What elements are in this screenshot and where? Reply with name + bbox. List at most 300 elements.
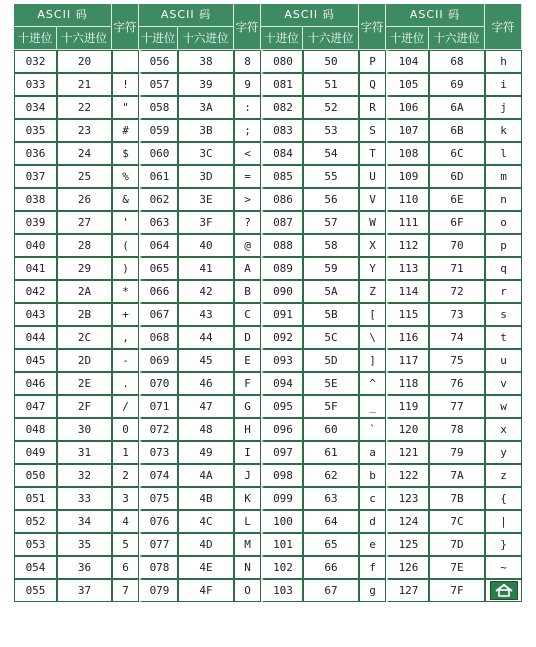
- decimal-cell: 035: [14, 119, 57, 142]
- hex-cell: 5C: [303, 326, 359, 349]
- char-cell: /: [112, 395, 139, 418]
- hex-cell: 68: [429, 50, 485, 73]
- hex-cell: 47: [178, 395, 234, 418]
- decimal-cell: 111: [386, 211, 429, 234]
- char-cell: d: [359, 510, 386, 533]
- hex-cell: 2C: [57, 326, 112, 349]
- table-row: [14, 119, 522, 142]
- char-cell: !: [112, 73, 139, 96]
- table-row: [14, 257, 522, 280]
- decimal-cell: 079: [139, 579, 178, 602]
- char-cell: *: [112, 280, 139, 303]
- decimal-column-header-3: 十进位: [261, 27, 303, 50]
- hex-cell: 76: [429, 372, 485, 395]
- char-cell: 7: [112, 579, 139, 602]
- decimal-cell: 072: [139, 418, 178, 441]
- char-cell: |: [485, 510, 522, 533]
- decimal-cell: 095: [261, 395, 303, 418]
- hex-cell: 2A: [57, 280, 112, 303]
- char-cell: r: [485, 280, 522, 303]
- decimal-cell: 125: [386, 533, 429, 556]
- decimal-cell: 050: [14, 464, 57, 487]
- ascii-group-header-2: ASCII 码: [139, 4, 234, 27]
- char-cell: C: [234, 303, 261, 326]
- table-row: [14, 487, 522, 510]
- char-cell: ): [112, 257, 139, 280]
- hex-cell: 6B: [429, 119, 485, 142]
- decimal-cell: 126: [386, 556, 429, 579]
- char-cell: n: [485, 188, 522, 211]
- decimal-cell: 054: [14, 556, 57, 579]
- hex-cell: 3A: [178, 96, 234, 119]
- char-cell: {: [485, 487, 522, 510]
- char-cell: p: [485, 234, 522, 257]
- decimal-cell: 127: [386, 579, 429, 602]
- table-body: [14, 50, 522, 602]
- char-cell: Y: [359, 257, 386, 280]
- char-cell: j: [485, 96, 522, 119]
- hex-cell: 58: [303, 234, 359, 257]
- table-row: [14, 280, 522, 303]
- decimal-cell: 085: [261, 165, 303, 188]
- hex-cell: 5D: [303, 349, 359, 372]
- decimal-cell: 102: [261, 556, 303, 579]
- decimal-cell: 062: [139, 188, 178, 211]
- char-cell: q: [485, 257, 522, 280]
- hex-cell: 26: [57, 188, 112, 211]
- table-row: [14, 142, 522, 165]
- hex-cell: 4A: [178, 464, 234, 487]
- char-cell: I: [234, 441, 261, 464]
- decimal-cell: 084: [261, 142, 303, 165]
- table-row: [14, 303, 522, 326]
- char-cell: 4: [112, 510, 139, 533]
- char-cell: O: [234, 579, 261, 602]
- decimal-cell: 116: [386, 326, 429, 349]
- char-cell: x: [485, 418, 522, 441]
- hex-cell: 71: [429, 257, 485, 280]
- decimal-column-header-2: 十进位: [139, 27, 178, 50]
- hex-cell: 59: [303, 257, 359, 280]
- char-cell: M: [234, 533, 261, 556]
- decimal-cell: 086: [261, 188, 303, 211]
- table-row: [14, 372, 522, 395]
- char-cell: >: [234, 188, 261, 211]
- decimal-cell: 077: [139, 533, 178, 556]
- decimal-cell: 063: [139, 211, 178, 234]
- char-column-header-2: 字符: [234, 4, 261, 50]
- hex-cell: 4E: [178, 556, 234, 579]
- decimal-cell: 122: [386, 464, 429, 487]
- char-cell: Z: [359, 280, 386, 303]
- decimal-cell: 112: [386, 234, 429, 257]
- decimal-cell: 124: [386, 510, 429, 533]
- decimal-cell: 052: [14, 510, 57, 533]
- decimal-cell: 036: [14, 142, 57, 165]
- hex-cell: 29: [57, 257, 112, 280]
- hex-cell: 4B: [178, 487, 234, 510]
- hex-cell: 42: [178, 280, 234, 303]
- hex-cell: 48: [178, 418, 234, 441]
- char-cell: o: [485, 211, 522, 234]
- hex-cell: 70: [429, 234, 485, 257]
- char-cell: _: [359, 395, 386, 418]
- decimal-cell: 069: [139, 349, 178, 372]
- decimal-cell: 056: [139, 50, 178, 73]
- hex-cell: 6F: [429, 211, 485, 234]
- decimal-cell: 080: [261, 50, 303, 73]
- hex-cell: 7C: [429, 510, 485, 533]
- char-cell: .: [112, 372, 139, 395]
- char-cell: ?: [234, 211, 261, 234]
- decimal-cell: 051: [14, 487, 57, 510]
- char-cell: +: [112, 303, 139, 326]
- char-cell: @: [234, 234, 261, 257]
- char-cell: s: [485, 303, 522, 326]
- decimal-cell: 047: [14, 395, 57, 418]
- hex-cell: 37: [57, 579, 112, 602]
- hex-cell: 34: [57, 510, 112, 533]
- decimal-cell: 076: [139, 510, 178, 533]
- table-row: [14, 441, 522, 464]
- hex-column-header-4: 十六进位: [429, 27, 485, 50]
- hex-cell: 3C: [178, 142, 234, 165]
- decimal-cell: 043: [14, 303, 57, 326]
- hex-cell: 22: [57, 96, 112, 119]
- char-cell: %: [112, 165, 139, 188]
- char-cell: Q: [359, 73, 386, 96]
- hex-cell: 6D: [429, 165, 485, 188]
- char-cell: X: [359, 234, 386, 257]
- char-cell: J: [234, 464, 261, 487]
- decimal-cell: 034: [14, 96, 57, 119]
- decimal-cell: 087: [261, 211, 303, 234]
- char-cell: ~: [485, 556, 522, 579]
- hex-cell: 7F: [429, 579, 485, 602]
- char-cell: ': [112, 211, 139, 234]
- hex-cell: 72: [429, 280, 485, 303]
- hex-cell: 78: [429, 418, 485, 441]
- table-row: [14, 96, 522, 119]
- decimal-cell: 114: [386, 280, 429, 303]
- hex-cell: 6A: [429, 96, 485, 119]
- hex-cell: 25: [57, 165, 112, 188]
- decimal-cell: 045: [14, 349, 57, 372]
- char-cell: U: [359, 165, 386, 188]
- decimal-cell: 066: [139, 280, 178, 303]
- char-cell: [: [359, 303, 386, 326]
- char-cell: (: [112, 234, 139, 257]
- hex-cell: 53: [303, 119, 359, 142]
- decimal-cell: 039: [14, 211, 57, 234]
- hex-cell: 44: [178, 326, 234, 349]
- ascii-group-header-3: ASCII 码: [261, 4, 359, 27]
- char-cell: \: [359, 326, 386, 349]
- decimal-cell: 119: [386, 395, 429, 418]
- decimal-cell: 064: [139, 234, 178, 257]
- decimal-cell: 041: [14, 257, 57, 280]
- hex-cell: 33: [57, 487, 112, 510]
- char-cell: W: [359, 211, 386, 234]
- table-row: [14, 165, 522, 188]
- hex-cell: 20: [57, 50, 112, 73]
- table-row: [14, 556, 522, 579]
- hex-cell: 69: [429, 73, 485, 96]
- char-cell: e: [359, 533, 386, 556]
- hex-cell: 39: [178, 73, 234, 96]
- table-row: [14, 234, 522, 257]
- char-cell: S: [359, 119, 386, 142]
- char-cell: v: [485, 372, 522, 395]
- char-cell: ;: [234, 119, 261, 142]
- decimal-cell: 073: [139, 441, 178, 464]
- char-cell: i: [485, 73, 522, 96]
- table-row: [14, 533, 522, 556]
- decimal-cell: 113: [386, 257, 429, 280]
- decimal-cell: 081: [261, 73, 303, 96]
- char-cell: :: [234, 96, 261, 119]
- hex-cell: 24: [57, 142, 112, 165]
- hex-cell: 5B: [303, 303, 359, 326]
- decimal-cell: 123: [386, 487, 429, 510]
- decimal-cell: 106: [386, 96, 429, 119]
- hex-cell: 7D: [429, 533, 485, 556]
- hex-cell: 5A: [303, 280, 359, 303]
- char-cell: R: [359, 96, 386, 119]
- ascii-group-header-4: ASCII 码: [386, 4, 485, 27]
- hex-cell: 62: [303, 464, 359, 487]
- hex-column-header-3: 十六进位: [303, 27, 359, 50]
- decimal-cell: 100: [261, 510, 303, 533]
- decimal-cell: 108: [386, 142, 429, 165]
- char-cell: f: [359, 556, 386, 579]
- char-column-header-3: 字符: [359, 4, 386, 50]
- hex-cell: 77: [429, 395, 485, 418]
- char-cell: b: [359, 464, 386, 487]
- decimal-cell: 048: [14, 418, 57, 441]
- decimal-cell: 042: [14, 280, 57, 303]
- hex-cell: 73: [429, 303, 485, 326]
- char-cell: H: [234, 418, 261, 441]
- decimal-cell: 038: [14, 188, 57, 211]
- home-icon: [494, 584, 514, 597]
- hex-cell: 65: [303, 533, 359, 556]
- hex-cell: 36: [57, 556, 112, 579]
- hex-cell: 2B: [57, 303, 112, 326]
- hex-cell: 46: [178, 372, 234, 395]
- char-cell: ,: [112, 326, 139, 349]
- table-row: [14, 73, 522, 96]
- ascii-group-header-1: ASCII 码: [14, 4, 112, 27]
- decimal-cell: 075: [139, 487, 178, 510]
- decimal-cell: 068: [139, 326, 178, 349]
- hex-cell: 2D: [57, 349, 112, 372]
- table-row: [14, 418, 522, 441]
- hex-cell: 3B: [178, 119, 234, 142]
- decimal-cell: 046: [14, 372, 57, 395]
- decimal-cell: 109: [386, 165, 429, 188]
- decimal-cell: 097: [261, 441, 303, 464]
- decimal-cell: 074: [139, 464, 178, 487]
- table-row: [14, 510, 522, 533]
- char-cell: ^: [359, 372, 386, 395]
- hex-cell: 54: [303, 142, 359, 165]
- hex-cell: 27: [57, 211, 112, 234]
- decimal-cell: 120: [386, 418, 429, 441]
- table-row: [14, 395, 522, 418]
- char-cell: w: [485, 395, 522, 418]
- decimal-cell: 033: [14, 73, 57, 96]
- decimal-cell: 049: [14, 441, 57, 464]
- table-row: [14, 211, 522, 234]
- char-cell: 6: [112, 556, 139, 579]
- char-cell: g: [359, 579, 386, 602]
- char-cell: <: [234, 142, 261, 165]
- char-cell: T: [359, 142, 386, 165]
- char-cell: y: [485, 441, 522, 464]
- hex-cell: 45: [178, 349, 234, 372]
- decimal-column-header-4: 十进位: [386, 27, 429, 50]
- hex-cell: 6C: [429, 142, 485, 165]
- char-cell: B: [234, 280, 261, 303]
- decimal-cell: 053: [14, 533, 57, 556]
- hex-cell: 55: [303, 165, 359, 188]
- hex-column-header-1: 十六进位: [57, 27, 112, 50]
- char-cell: #: [112, 119, 139, 142]
- char-cell: 2: [112, 464, 139, 487]
- decimal-cell: 058: [139, 96, 178, 119]
- decimal-cell: 055: [14, 579, 57, 602]
- char-column-header-4: 字符: [485, 4, 522, 50]
- decimal-cell: 103: [261, 579, 303, 602]
- decimal-cell: 101: [261, 533, 303, 556]
- char-cell: &: [112, 188, 139, 211]
- char-cell: G: [234, 395, 261, 418]
- hex-cell: 38: [178, 50, 234, 73]
- hex-cell: 7A: [429, 464, 485, 487]
- hex-cell: 3E: [178, 188, 234, 211]
- hex-cell: 43: [178, 303, 234, 326]
- hex-cell: 79: [429, 441, 485, 464]
- char-cell: N: [234, 556, 261, 579]
- table-row: [14, 349, 522, 372]
- hex-cell: 63: [303, 487, 359, 510]
- char-cell: $: [112, 142, 139, 165]
- hex-cell: 61: [303, 441, 359, 464]
- decimal-cell: 092: [261, 326, 303, 349]
- home-button[interactable]: [490, 581, 518, 600]
- hex-cell: 74: [429, 326, 485, 349]
- table-row: [14, 188, 522, 211]
- hex-cell: 28: [57, 234, 112, 257]
- decimal-cell: 060: [139, 142, 178, 165]
- hex-cell: 7B: [429, 487, 485, 510]
- char-cell: t: [485, 326, 522, 349]
- table-row: [14, 50, 522, 73]
- char-cell: u: [485, 349, 522, 372]
- char-cell: 1: [112, 441, 139, 464]
- table-row: [14, 464, 522, 487]
- decimal-column-header-1: 十进位: [14, 27, 57, 50]
- decimal-cell: 099: [261, 487, 303, 510]
- hex-cell: 67: [303, 579, 359, 602]
- char-cell: P: [359, 50, 386, 73]
- hex-cell: 4C: [178, 510, 234, 533]
- hex-cell: 21: [57, 73, 112, 96]
- hex-cell: 6E: [429, 188, 485, 211]
- decimal-cell: 083: [261, 119, 303, 142]
- decimal-cell: 121: [386, 441, 429, 464]
- hex-cell: 57: [303, 211, 359, 234]
- decimal-cell: 037: [14, 165, 57, 188]
- hex-cell: 49: [178, 441, 234, 464]
- char-column-header-1: 字符: [112, 4, 139, 50]
- hex-cell: 2F: [57, 395, 112, 418]
- decimal-cell: 096: [261, 418, 303, 441]
- decimal-cell: 117: [386, 349, 429, 372]
- char-cell: F: [234, 372, 261, 395]
- decimal-cell: 105: [386, 73, 429, 96]
- table-row: [14, 326, 522, 349]
- decimal-cell: 061: [139, 165, 178, 188]
- char-cell: =: [234, 165, 261, 188]
- hex-cell: 3F: [178, 211, 234, 234]
- hex-cell: 35: [57, 533, 112, 556]
- decimal-cell: 091: [261, 303, 303, 326]
- hex-cell: 50: [303, 50, 359, 73]
- hex-cell: 41: [178, 257, 234, 280]
- hex-cell: 66: [303, 556, 359, 579]
- hex-cell: 30: [57, 418, 112, 441]
- decimal-cell: 065: [139, 257, 178, 280]
- hex-cell: 7E: [429, 556, 485, 579]
- char-cell: l: [485, 142, 522, 165]
- decimal-cell: 110: [386, 188, 429, 211]
- hex-cell: 51: [303, 73, 359, 96]
- hex-cell: 31: [57, 441, 112, 464]
- char-cell: [112, 50, 139, 73]
- hex-cell: 32: [57, 464, 112, 487]
- hex-cell: 52: [303, 96, 359, 119]
- decimal-cell: 032: [14, 50, 57, 73]
- decimal-cell: 067: [139, 303, 178, 326]
- char-cell: ": [112, 96, 139, 119]
- char-cell: m: [485, 165, 522, 188]
- char-cell: 3: [112, 487, 139, 510]
- char-cell: -: [112, 349, 139, 372]
- hex-cell: 3D: [178, 165, 234, 188]
- decimal-cell: 115: [386, 303, 429, 326]
- char-cell: [485, 579, 522, 602]
- decimal-cell: 104: [386, 50, 429, 73]
- hex-cell: 40: [178, 234, 234, 257]
- decimal-cell: 107: [386, 119, 429, 142]
- decimal-cell: 098: [261, 464, 303, 487]
- char-cell: V: [359, 188, 386, 211]
- decimal-cell: 093: [261, 349, 303, 372]
- char-cell: h: [485, 50, 522, 73]
- char-cell: k: [485, 119, 522, 142]
- char-cell: z: [485, 464, 522, 487]
- hex-cell: 2E: [57, 372, 112, 395]
- hex-cell: 75: [429, 349, 485, 372]
- decimal-cell: 070: [139, 372, 178, 395]
- char-cell: L: [234, 510, 261, 533]
- decimal-cell: 094: [261, 372, 303, 395]
- char-cell: ]: [359, 349, 386, 372]
- decimal-cell: 059: [139, 119, 178, 142]
- hex-cell: 56: [303, 188, 359, 211]
